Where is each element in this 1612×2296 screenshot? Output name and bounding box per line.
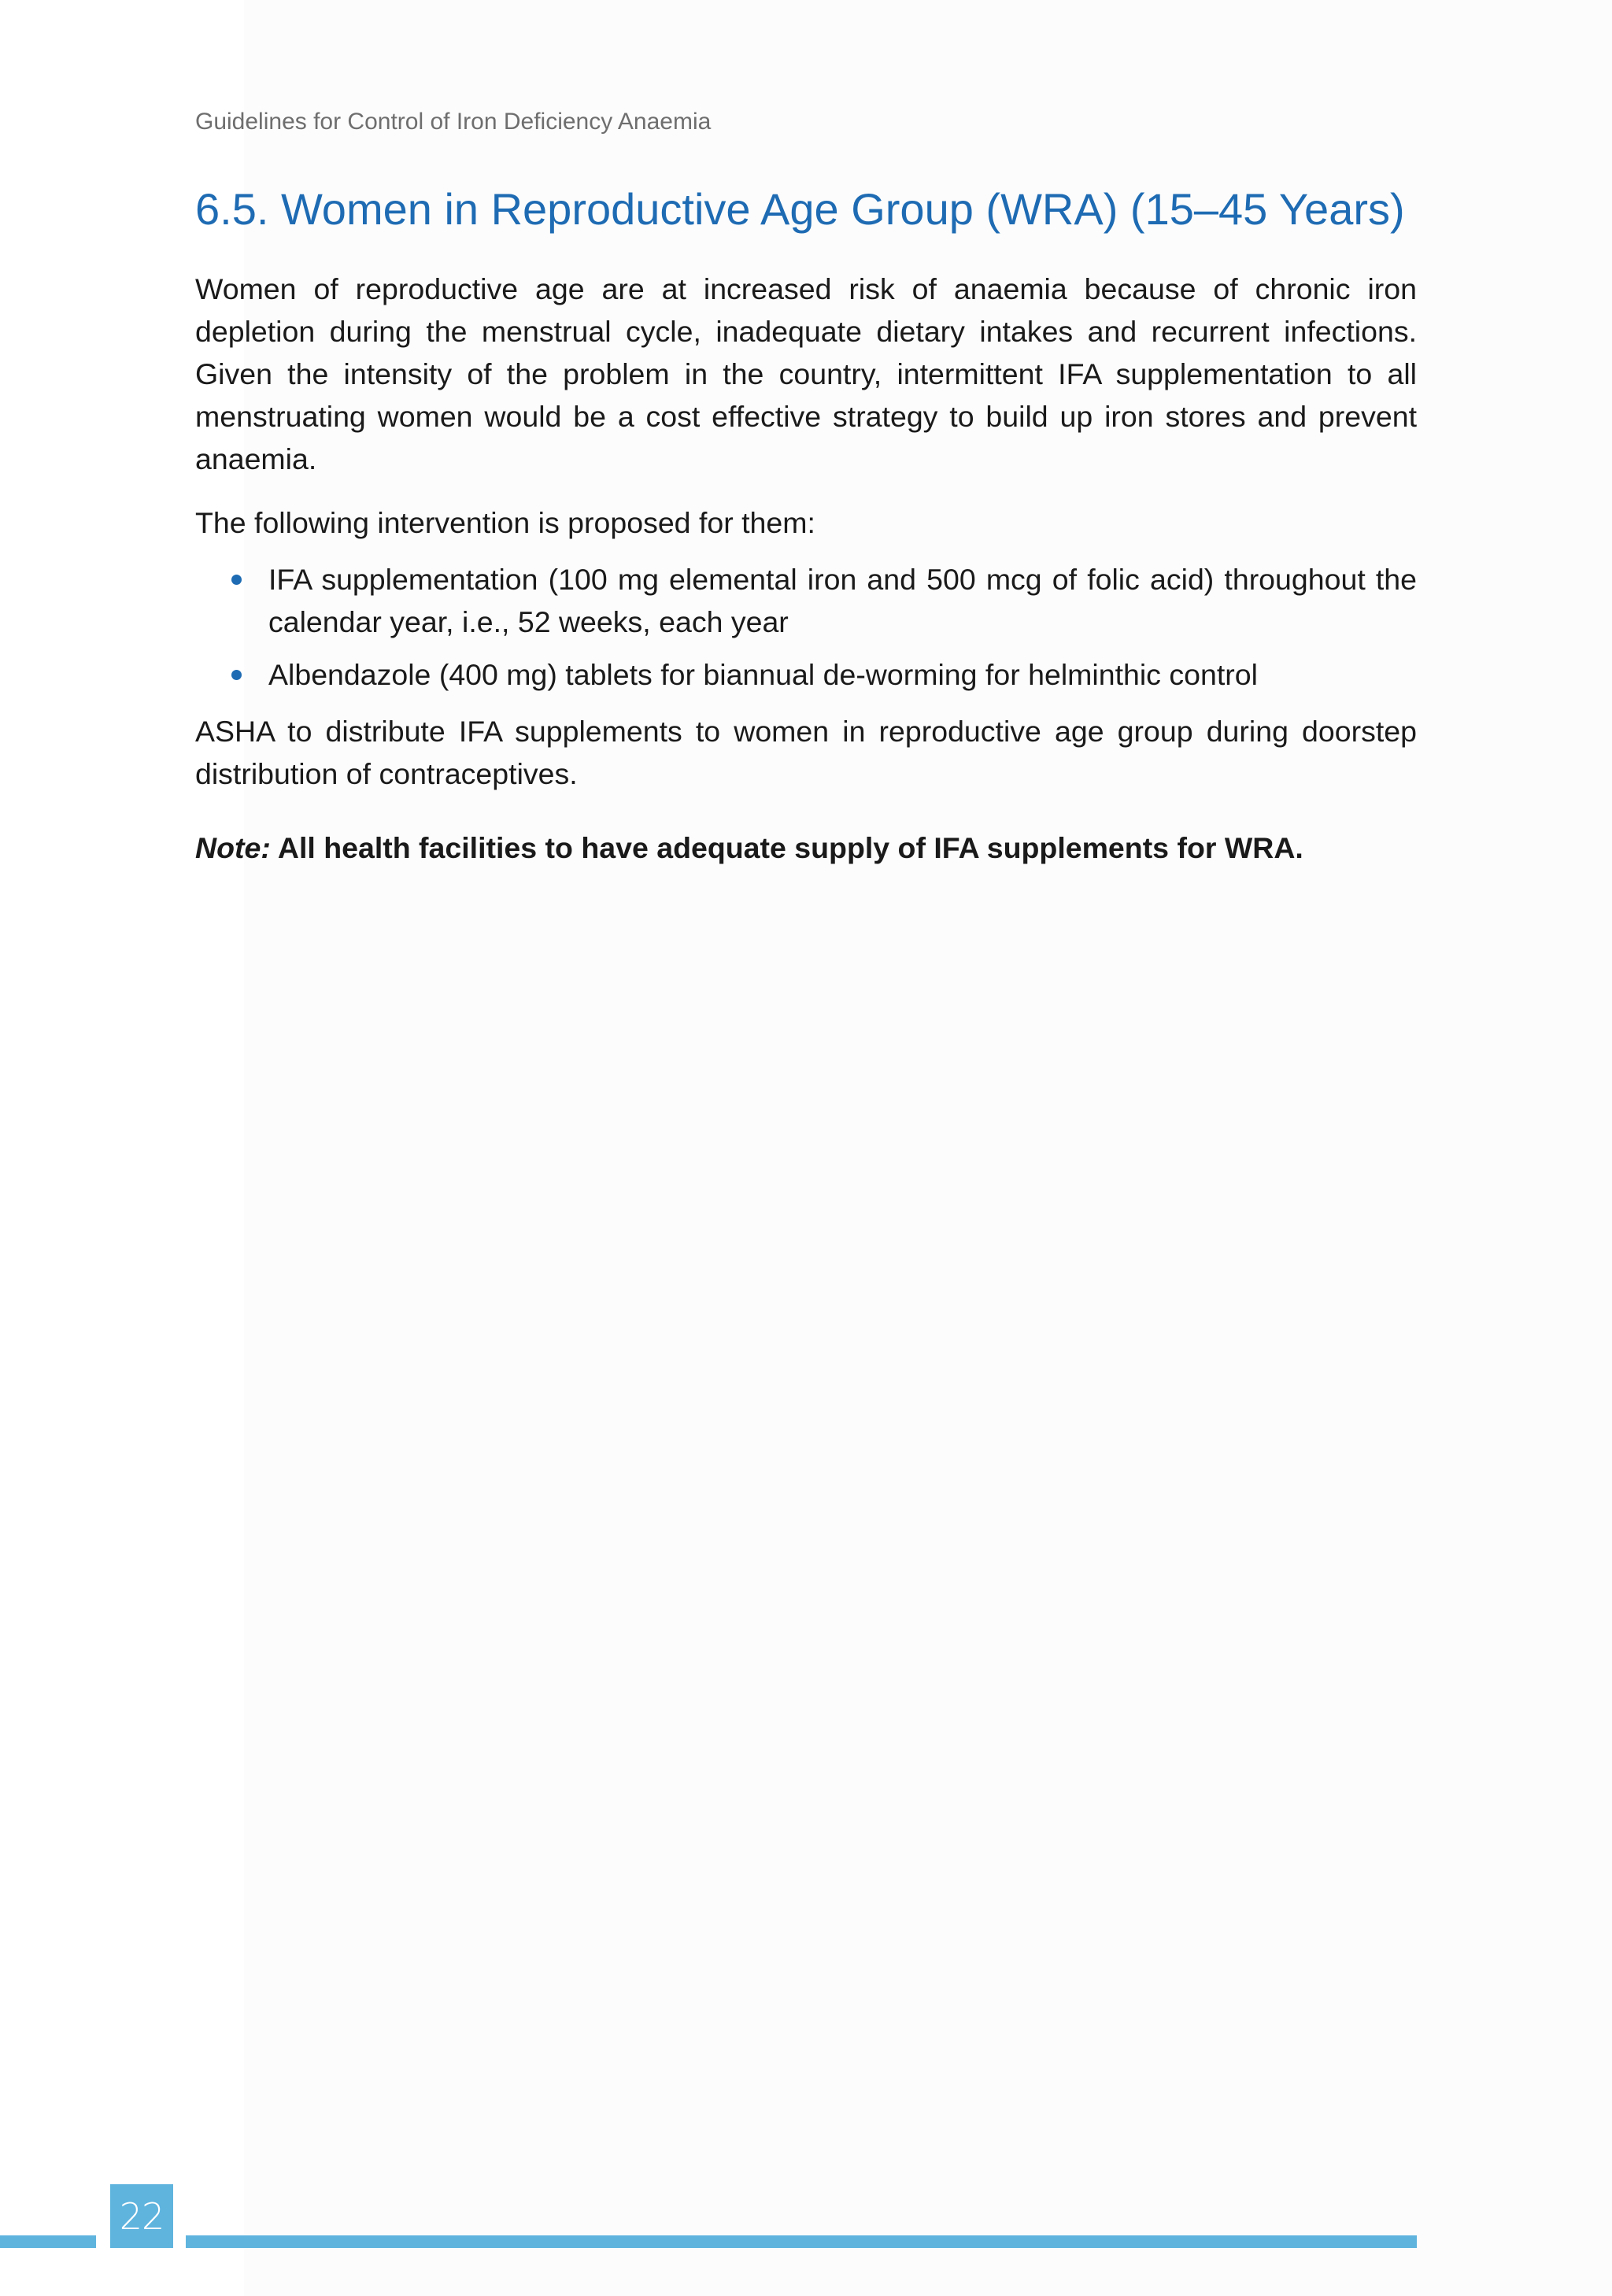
- footer-bar-left: [0, 2235, 96, 2248]
- intervention-list: [195, 558, 1417, 696]
- running-header: Guidelines for Control of Iron Deficiency Anaemia: [195, 109, 712, 135]
- bullet-icon: [231, 670, 242, 680]
- list-item-text: IFA supplementation (100 mg elemental iron and 500 mcg of folic acid) throughout the calendar year, i.e., 52 weeks, each year: [268, 563, 1417, 638]
- intervention-intro: The following intervention is proposed for them:: [195, 506, 815, 539]
- list-item: [195, 653, 1417, 696]
- page-number: 22: [110, 2184, 173, 2248]
- intro-paragraph: Women of reproductive age are at increased risk of anaemia because of chronic iron depletion during the menstrual cycle, inadequate dietary intakes and recurrent infections. Given the intensity of the problem in the country, intermittent IFA supplementation to all menstruating women would be a cost effective strategy to build up iron stores and prevent anaemia.: [195, 272, 1417, 475]
- list-item-text: Albendazole (400 mg) tablets for biannual de-worming for helminthic control: [268, 658, 1258, 691]
- note-text: All health facilities to have adequate supply of IFA supplements for WRA.: [277, 831, 1303, 864]
- section-body: [195, 268, 1417, 869]
- asha-paragraph: ASHA to distribute IFA supplements to women in reproductive age group during doorstep distribution of contraceptives.: [195, 715, 1417, 790]
- list-item: [195, 558, 1417, 643]
- note: [195, 826, 1417, 869]
- footer-bar-right: [186, 2235, 1417, 2248]
- section-title: 6.5. Women in Reproductive Age Group (WRA) (15–45 Years): [195, 184, 1405, 234]
- bullet-icon: [231, 575, 242, 585]
- note-label: Note:: [195, 831, 271, 864]
